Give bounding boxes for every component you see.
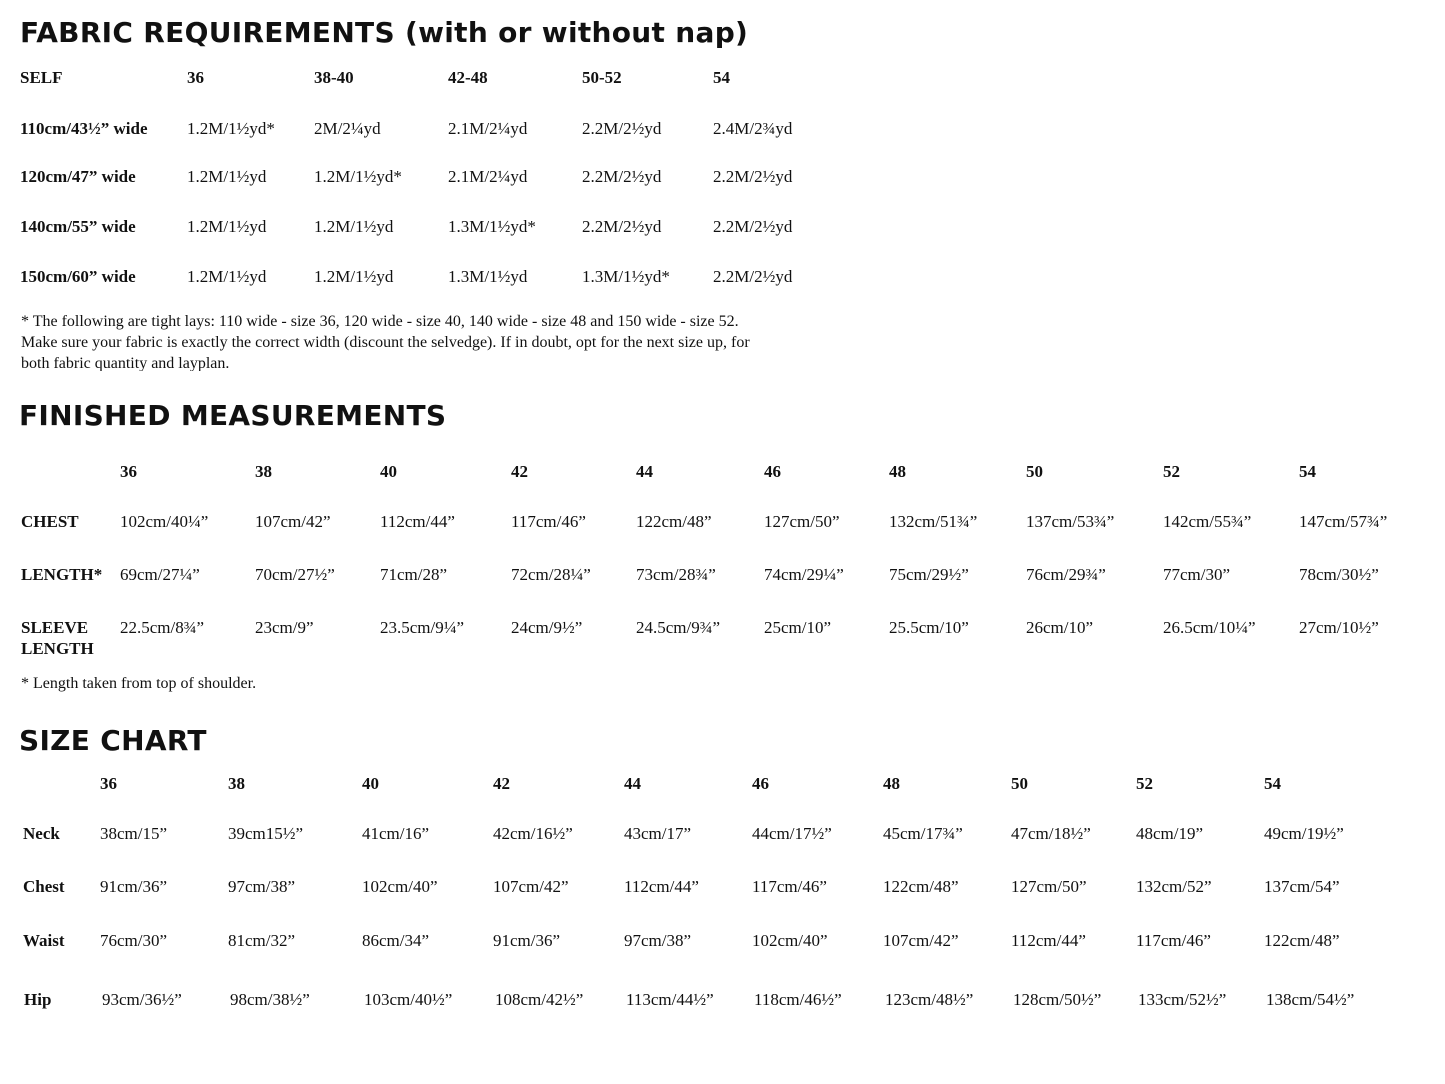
fabric-cell: 1.2M/1½yd* xyxy=(187,119,275,138)
finished-cell: 137cm/53¾” xyxy=(1026,512,1115,531)
size-chart-cell: 127cm/50” xyxy=(1011,877,1087,896)
size-chart-header: 52 xyxy=(1136,774,1153,793)
fabric-cell: 2.2M/2½yd xyxy=(582,217,662,236)
finished-cell: 142cm/55¾” xyxy=(1163,512,1252,531)
finished-size-header: 46 xyxy=(764,462,781,481)
size-chart-cell: 123cm/48½” xyxy=(885,990,974,1009)
size-chart-header: 36 xyxy=(100,774,117,793)
size-chart-cell: 91cm/36” xyxy=(493,931,561,950)
fabric-requirements-title: FABRIC REQUIREMENTS (with or without nap) xyxy=(20,16,749,49)
size-chart-cell: 43cm/17” xyxy=(624,824,692,843)
fabric-cell: 1.3M/1½yd* xyxy=(448,217,536,236)
fabric-cell: 2.1M/2¼yd xyxy=(448,167,528,186)
fabric-cell: 2.2M/2½yd xyxy=(713,267,793,286)
finished-row-label: CHEST xyxy=(21,512,79,531)
finished-footnote: * Length taken from top of shoulder. xyxy=(21,675,257,692)
size-chart-cell: 102cm/40” xyxy=(752,931,828,950)
finished-cell: 127cm/50” xyxy=(764,512,840,531)
finished-cell: 75cm/29½” xyxy=(889,565,969,584)
size-chart-header: 46 xyxy=(752,774,769,793)
fabric-cell: 2.2M/2½yd xyxy=(582,119,662,138)
size-chart-cell: 47cm/18½” xyxy=(1011,824,1091,843)
finished-cell: 24.5cm/9¾” xyxy=(636,618,721,637)
size-chart-cell: 81cm/32” xyxy=(228,931,296,950)
fabric-cell: 2.2M/2½yd xyxy=(582,167,662,186)
size-chart-cell: 112cm/44” xyxy=(624,877,699,896)
size-chart-cell: 128cm/50½” xyxy=(1013,990,1102,1009)
size-chart-cell: 122cm/48” xyxy=(883,877,959,896)
finished-cell: 22.5cm/8¾” xyxy=(120,618,205,637)
finished-cell: 112cm/44” xyxy=(380,512,455,531)
fabric-row-label: 110cm/43½” wide xyxy=(20,119,148,138)
finished-cell: 23cm/9” xyxy=(255,618,314,637)
fabric-header-size: 50-52 xyxy=(582,68,622,87)
size-chart-row-label: Chest xyxy=(23,877,65,896)
size-chart-header: 38 xyxy=(228,774,245,793)
finished-cell: 122cm/48” xyxy=(636,512,712,531)
size-chart-cell: 91cm/36” xyxy=(100,877,168,896)
size-chart-cell: 108cm/42½” xyxy=(495,990,584,1009)
finished-cell: 132cm/51¾” xyxy=(889,512,978,531)
size-chart-row-label: Waist xyxy=(23,931,65,950)
finished-size-header: 50 xyxy=(1026,462,1043,481)
size-chart-cell: 133cm/52½” xyxy=(1138,990,1227,1009)
finished-cell: 70cm/27½” xyxy=(255,565,335,584)
finished-cell: 26.5cm/10¼” xyxy=(1163,618,1256,637)
size-chart-cell: 98cm/38½” xyxy=(230,990,310,1009)
fabric-cell: 2.1M/2¼yd xyxy=(448,119,528,138)
finished-cell: 25cm/10” xyxy=(764,618,832,637)
fabric-cell: 1.3M/1½yd* xyxy=(582,267,670,286)
finished-cell: 77cm/30” xyxy=(1163,565,1231,584)
size-chart-cell: 132cm/52” xyxy=(1136,877,1212,896)
finished-cell: 102cm/40¼” xyxy=(120,512,209,531)
finished-cell: 117cm/46” xyxy=(511,512,586,531)
size-chart-title: SIZE CHART xyxy=(19,724,207,757)
finished-measurements-title: FINISHED MEASUREMENTS xyxy=(19,399,447,432)
fabric-cell: 1.2M/1½yd xyxy=(187,267,267,286)
size-chart-header: 42 xyxy=(493,774,510,793)
fabric-cell: 2.2M/2½yd xyxy=(713,167,793,186)
fabric-footnote-line: both fabric quantity and layplan. xyxy=(21,355,230,371)
finished-size-header: 48 xyxy=(889,462,906,481)
fabric-header-self: SELF xyxy=(20,68,63,87)
size-chart-cell: 39cm15½” xyxy=(228,824,304,843)
size-chart-cell: 42cm/16½” xyxy=(493,824,573,843)
fabric-footnote-line: * The following are tight lays: 110 wide - size 36, 120 wide - size 40, 140 wide - size 48 and 150 wide - size 52. xyxy=(21,313,739,330)
size-chart-cell: 76cm/30” xyxy=(100,931,168,950)
size-chart-row-label: Neck xyxy=(23,824,60,843)
finished-cell: 24cm/9½” xyxy=(511,618,583,637)
size-chart-cell: 138cm/54½” xyxy=(1266,990,1355,1009)
size-chart-cell: 38cm/15” xyxy=(100,824,168,843)
finished-cell: 147cm/57¾” xyxy=(1299,512,1388,531)
fabric-cell: 1.2M/1½yd xyxy=(187,217,267,236)
size-chart-cell: 97cm/38” xyxy=(624,931,692,950)
finished-cell: 78cm/30½” xyxy=(1299,565,1379,584)
size-chart-cell: 41cm/16” xyxy=(362,824,430,843)
size-chart-header: 48 xyxy=(883,774,900,793)
size-chart-cell: 103cm/40½” xyxy=(364,990,453,1009)
size-chart-cell: 112cm/44” xyxy=(1011,931,1086,950)
finished-cell: 26cm/10” xyxy=(1026,618,1094,637)
size-chart-header: 44 xyxy=(624,774,641,793)
size-chart-cell: 86cm/34” xyxy=(362,931,430,950)
fabric-cell: 2.2M/2½yd xyxy=(713,217,793,236)
fabric-cell: 2M/2¼yd xyxy=(314,119,381,138)
fabric-footnote xyxy=(21,311,851,371)
fabric-cell: 2.4M/2¾yd xyxy=(713,119,793,138)
finished-row-label: LENGTH xyxy=(21,639,94,658)
size-chart-cell: 48cm/19” xyxy=(1136,824,1204,843)
finished-cell: 23.5cm/9¼” xyxy=(380,618,465,637)
finished-cell: 25.5cm/10” xyxy=(889,618,969,637)
fabric-cell: 1.2M/1½yd xyxy=(187,167,267,186)
finished-cell: 74cm/29¼” xyxy=(764,565,844,584)
fabric-row-label: 150cm/60” wide xyxy=(20,267,136,286)
fabric-header-size: 38-40 xyxy=(314,68,354,87)
size-chart-cell: 93cm/36½” xyxy=(102,990,182,1009)
fabric-cell: 1.3M/1½yd xyxy=(448,267,528,286)
finished-size-header: 42 xyxy=(511,462,528,481)
size-chart-cell: 117cm/46” xyxy=(1136,931,1211,950)
size-chart-cell: 117cm/46” xyxy=(752,877,827,896)
size-chart-header: 40 xyxy=(362,774,379,793)
finished-cell: 27cm/10½” xyxy=(1299,618,1379,637)
size-chart-cell: 107cm/42” xyxy=(493,877,569,896)
fabric-header-size: 42-48 xyxy=(448,68,488,87)
size-chart-cell: 44cm/17½” xyxy=(752,824,832,843)
size-chart-cell: 118cm/46½” xyxy=(754,990,842,1009)
finished-cell: 73cm/28¾” xyxy=(636,565,716,584)
size-chart-cell: 113cm/44½” xyxy=(626,990,714,1009)
finished-row-label: SLEEVE xyxy=(21,618,89,637)
size-chart-cell: 137cm/54” xyxy=(1264,877,1340,896)
finished-size-header: 54 xyxy=(1299,462,1316,481)
finished-size-header: 52 xyxy=(1163,462,1180,481)
fabric-cell: 1.2M/1½yd* xyxy=(314,167,402,186)
size-chart-header: 50 xyxy=(1011,774,1028,793)
size-chart-header: 54 xyxy=(1264,774,1281,793)
finished-size-header: 38 xyxy=(255,462,272,481)
fabric-row-label: 120cm/47” wide xyxy=(20,167,136,186)
finished-cell: 107cm/42” xyxy=(255,512,331,531)
finished-row-label: LENGTH* xyxy=(21,565,103,584)
fabric-header-size: 36 xyxy=(187,68,204,87)
size-chart-cell: 49cm/19½” xyxy=(1264,824,1344,843)
finished-size-header: 44 xyxy=(636,462,653,481)
finished-cell: 76cm/29¾” xyxy=(1026,565,1106,584)
size-chart-cell: 45cm/17¾” xyxy=(883,824,963,843)
finished-size-header: 40 xyxy=(380,462,397,481)
size-chart-row-label: Hip xyxy=(24,990,52,1009)
size-chart-cell: 107cm/42” xyxy=(883,931,959,950)
finished-cell: 72cm/28¼” xyxy=(511,565,591,584)
finished-cell: 71cm/28” xyxy=(380,565,448,584)
fabric-header-size: 54 xyxy=(713,68,730,87)
size-chart-cell: 97cm/38” xyxy=(228,877,296,896)
fabric-cell: 1.2M/1½yd xyxy=(314,217,394,236)
size-chart-cell: 102cm/40” xyxy=(362,877,438,896)
size-chart-cell: 122cm/48” xyxy=(1264,931,1340,950)
fabric-cell: 1.2M/1½yd xyxy=(314,267,394,286)
fabric-footnote-line: Make sure your fabric is exactly the correct width (discount the selvedge). If in doubt, opt for the next size up, for xyxy=(21,334,750,351)
fabric-row-label: 140cm/55” wide xyxy=(20,217,136,236)
finished-cell: 69cm/27¼” xyxy=(120,565,200,584)
finished-size-header: 36 xyxy=(120,462,137,481)
